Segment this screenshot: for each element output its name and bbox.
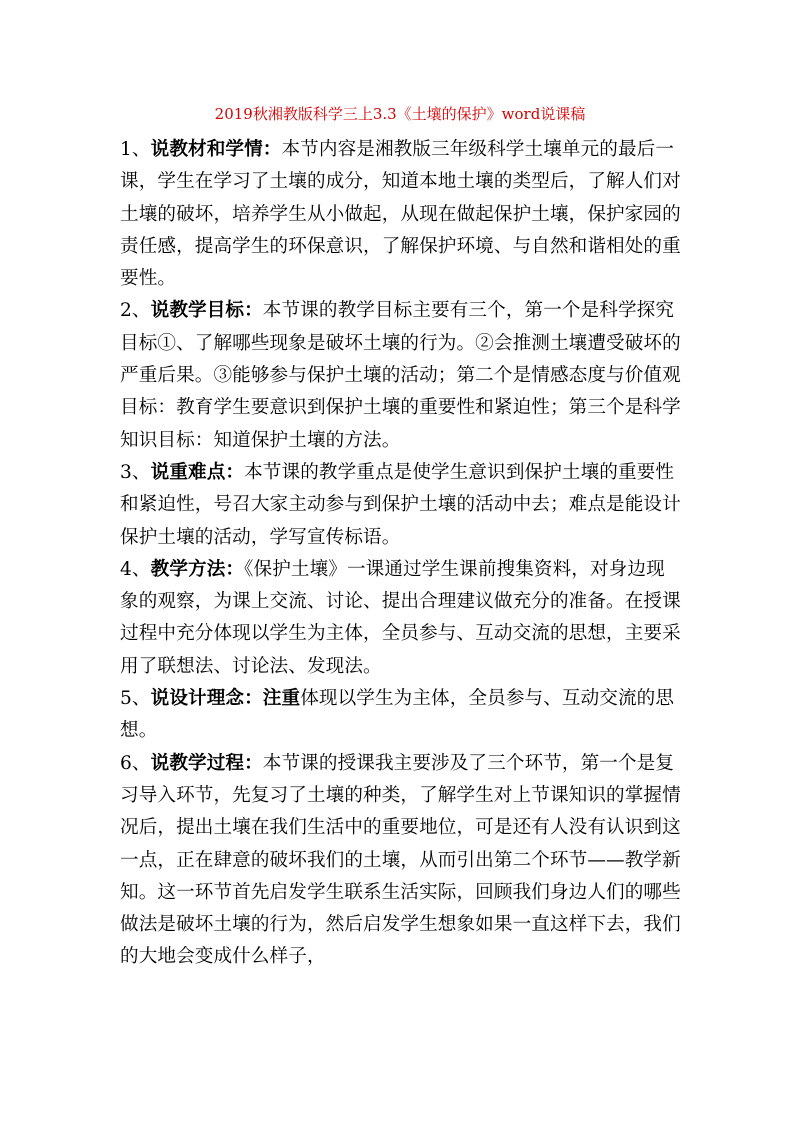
paragraph-teaching-goals bbox=[120, 295, 682, 456]
paragraph-number: 1、 bbox=[120, 139, 151, 160]
paragraph-heading: 教学方法： bbox=[150, 558, 245, 580]
paragraph-heading: 说设计理念：注重 bbox=[150, 688, 301, 710]
paragraph-textbook-analysis bbox=[120, 134, 682, 295]
paragraph-text: 体现以学生为主体，全员参与、互动交流的思想。 bbox=[120, 688, 675, 742]
paragraph-text: 本节课的教学目标主要有三个，第一个是科学探究目标①、了解哪些现象是破坏土壤的行为。②会推测土壤遭受破坏的严重后果。③能够参与保护土壤的活动；第二个是情感态度与价值观目标：教育学生要意识到保护土壤的重要性和紧迫性；第三个是科学知识目标：知道保护土壤的方法。 bbox=[120, 300, 681, 451]
paragraph-heading: 说教学过程： bbox=[150, 752, 263, 774]
paragraph-text: 《保护土壤》一课通过学生课前搜集资料，对身边现象的观察，为课上交流、讨论、提出合理建议做充分的准备。在授课过程中充分体现以学生为主体，全员参与、互动交流的思想，主要采用了联想法、讨论法、发现法。 bbox=[120, 558, 681, 677]
paragraph-number: 6、 bbox=[120, 752, 151, 774]
paragraph-number: 4、 bbox=[120, 558, 151, 580]
paragraph-heading: 说重难点： bbox=[150, 461, 245, 483]
paragraph-number: 5、 bbox=[120, 688, 151, 710]
paragraph-design-concept bbox=[120, 683, 682, 748]
paragraph-teaching-methods bbox=[120, 554, 682, 683]
paragraph-teaching-process bbox=[120, 748, 682, 974]
paragraph-text: 本节课的教学重点是使学生意识到保护土壤的重要性和紧迫性，号召大家主动参与到保护土壤的活动中去；难点是能设计保护土壤的活动，学写宣传标语。 bbox=[120, 461, 681, 548]
paragraph-heading: 说教学目标： bbox=[150, 300, 263, 322]
paragraph-text: 本节内容是湘教版三年级科学土壤单元的最后一课，学生在学习了土壤的成分，知道本地土壤的类型后，了解人们对土壤的破坏，培养学生从小做起，从现在做起保护土壤，保护家园的责任感，提高学生的环保意识，了解保护环境、与自然和谐相处的重要性。 bbox=[120, 139, 681, 290]
paragraph-number: 3、 bbox=[120, 461, 151, 483]
paragraph-text: 本节课的授课我主要涉及了三个环节，第一个是复习导入环节，先复习了土壤的种类，了解学生对上节课知识的掌握情况后，提出土壤在我们生活中的重要地位，可是还有人没有认识到这一点，正在肆意的破坏我们的土壤，从而引出第二个环节——教学新知。这一环节首先启发学生联系生活实际，回顾我们身边人们的哪些做法是破坏土壤的行为，然后启发学生想象如果一直这样下去，我们的大地会变成什么样子， bbox=[120, 752, 681, 968]
document-title: 2019秋湘教版科学三上3.3《土壤的保护》word说课稿 bbox=[214, 105, 586, 123]
paragraph-heading: 说教材和学情： bbox=[150, 139, 282, 160]
paragraph-number: 2、 bbox=[120, 300, 151, 322]
paragraph-key-points bbox=[120, 457, 682, 554]
document-body bbox=[120, 134, 682, 974]
